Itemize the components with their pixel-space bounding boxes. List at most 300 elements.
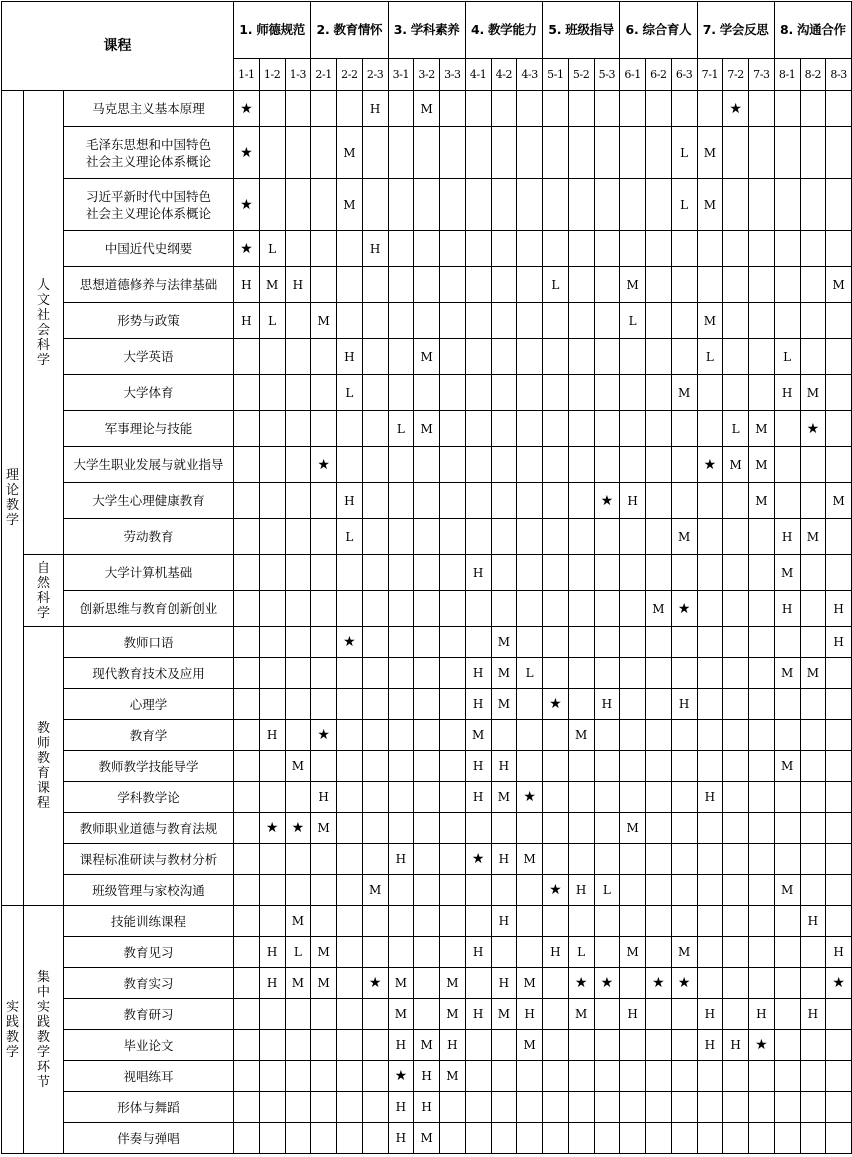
matrix-cell <box>774 937 800 968</box>
course-name <box>64 1061 234 1092</box>
matrix-cell <box>543 906 569 937</box>
matrix-cell <box>723 906 749 937</box>
course-name-line: 毕业论文 <box>123 1037 174 1053</box>
matrix-cell <box>671 1123 697 1154</box>
table-row <box>2 875 852 906</box>
matrix-cell <box>234 968 260 999</box>
matrix-cell <box>749 906 775 937</box>
course-name-line: 课程标准研读与教材分析 <box>79 851 218 867</box>
matrix-cell <box>465 1030 491 1061</box>
matrix-cell <box>646 483 672 519</box>
matrix-cell: L <box>568 937 594 968</box>
matrix-cell <box>491 339 517 375</box>
matrix-cell <box>723 875 749 906</box>
matrix-cell <box>517 303 543 339</box>
matrix-cell <box>594 999 620 1030</box>
matrix-cell <box>826 91 852 127</box>
course-name <box>64 1123 234 1154</box>
matrix-cell <box>311 1123 337 1154</box>
matrix-cell <box>311 844 337 875</box>
matrix-cell: L <box>620 303 646 339</box>
matrix-cell <box>414 555 440 591</box>
matrix-cell <box>568 447 594 483</box>
matrix-cell <box>259 483 285 519</box>
matrix-cell <box>749 231 775 267</box>
matrix-cell <box>543 1123 569 1154</box>
course-name-line: 现代教育技术及应用 <box>92 665 205 681</box>
matrix-cell <box>594 447 620 483</box>
matrix-cell <box>311 875 337 906</box>
matrix-cell <box>646 91 672 127</box>
matrix-cell <box>285 1123 311 1154</box>
matrix-cell <box>491 1123 517 1154</box>
matrix-cell <box>259 1030 285 1061</box>
matrix-cell <box>594 267 620 303</box>
matrix-cell <box>594 179 620 231</box>
matrix-cell <box>620 375 646 411</box>
subsection-label-text: 自然科学 <box>36 560 50 621</box>
course-name-line: 伴奏与弹唱 <box>117 1130 180 1146</box>
matrix-cell <box>440 447 466 483</box>
table-row <box>2 91 852 127</box>
course-name <box>64 658 234 689</box>
matrix-cell <box>285 1061 311 1092</box>
matrix-cell: ★ <box>259 813 285 844</box>
course-name <box>64 91 234 127</box>
matrix-cell <box>440 813 466 844</box>
matrix-cell: M <box>774 751 800 782</box>
competency-sub-header: 1-3 <box>285 59 311 91</box>
matrix-cell <box>388 906 414 937</box>
matrix-cell <box>440 231 466 267</box>
matrix-cell: H <box>388 1030 414 1061</box>
matrix-cell: H <box>749 999 775 1030</box>
course-name <box>64 906 234 937</box>
course-name-line: 心理学 <box>129 696 168 712</box>
table-row <box>2 999 852 1030</box>
table-row <box>2 555 852 591</box>
matrix-cell <box>774 968 800 999</box>
matrix-cell <box>337 267 363 303</box>
course-name <box>64 999 234 1030</box>
matrix-cell <box>646 1030 672 1061</box>
matrix-cell <box>465 519 491 555</box>
matrix-cell <box>749 591 775 627</box>
matrix-cell <box>285 303 311 339</box>
matrix-cell: H <box>723 1030 749 1061</box>
matrix-cell <box>440 127 466 179</box>
matrix-cell <box>749 1061 775 1092</box>
matrix-cell <box>440 720 466 751</box>
matrix-cell <box>749 1123 775 1154</box>
matrix-cell <box>362 1123 388 1154</box>
matrix-cell <box>517 411 543 447</box>
matrix-cell <box>671 999 697 1030</box>
matrix-cell <box>234 999 260 1030</box>
matrix-cell: M <box>414 411 440 447</box>
matrix-cell <box>749 937 775 968</box>
matrix-cell <box>337 968 363 999</box>
course-name <box>64 231 234 267</box>
matrix-cell <box>362 339 388 375</box>
matrix-cell: ★ <box>749 1030 775 1061</box>
matrix-cell: M <box>285 968 311 999</box>
matrix-cell <box>697 411 723 447</box>
competency-sub-header: 5-1 <box>543 59 569 91</box>
matrix-cell <box>337 91 363 127</box>
matrix-cell <box>697 689 723 720</box>
matrix-cell <box>749 751 775 782</box>
matrix-cell <box>311 483 337 519</box>
course-name <box>64 751 234 782</box>
matrix-cell <box>800 627 826 658</box>
matrix-cell <box>568 339 594 375</box>
matrix-cell <box>620 447 646 483</box>
matrix-cell <box>774 1030 800 1061</box>
matrix-cell <box>543 720 569 751</box>
matrix-cell: H <box>259 937 285 968</box>
matrix-cell <box>646 689 672 720</box>
matrix-cell: M <box>491 999 517 1030</box>
matrix-cell: ★ <box>646 968 672 999</box>
matrix-cell: H <box>774 519 800 555</box>
matrix-cell <box>826 1030 852 1061</box>
matrix-cell <box>285 447 311 483</box>
matrix-cell: M <box>774 658 800 689</box>
matrix-cell <box>800 813 826 844</box>
matrix-cell: M <box>800 519 826 555</box>
matrix-cell <box>543 231 569 267</box>
matrix-cell <box>311 689 337 720</box>
matrix-cell <box>440 555 466 591</box>
matrix-cell <box>337 1061 363 1092</box>
matrix-cell <box>234 875 260 906</box>
matrix-cell <box>568 179 594 231</box>
matrix-cell: M <box>440 999 466 1030</box>
matrix-cell <box>646 303 672 339</box>
matrix-cell <box>800 127 826 179</box>
matrix-cell: M <box>285 906 311 937</box>
matrix-cell <box>568 519 594 555</box>
competency-group-header: 1. 师德规范 <box>234 2 311 59</box>
matrix-cell <box>723 1092 749 1123</box>
course-name-line: 大学生职业发展与就业指导 <box>73 457 224 472</box>
matrix-cell <box>594 751 620 782</box>
matrix-cell <box>774 627 800 658</box>
matrix-cell: H <box>388 1123 414 1154</box>
matrix-cell <box>259 179 285 231</box>
matrix-cell <box>440 689 466 720</box>
matrix-cell: ★ <box>234 127 260 179</box>
matrix-cell <box>337 689 363 720</box>
matrix-cell <box>337 844 363 875</box>
matrix-cell <box>774 720 800 751</box>
matrix-cell <box>723 375 749 411</box>
matrix-cell <box>723 339 749 375</box>
course-name-line: 技能训练课程 <box>111 913 187 929</box>
matrix-cell: ★ <box>517 782 543 813</box>
matrix-cell <box>388 555 414 591</box>
matrix-cell <box>568 1123 594 1154</box>
matrix-cell <box>491 813 517 844</box>
matrix-cell: M <box>749 483 775 519</box>
matrix-cell <box>362 813 388 844</box>
matrix-cell <box>774 179 800 231</box>
matrix-cell <box>594 844 620 875</box>
matrix-cell <box>414 813 440 844</box>
table-row <box>2 813 852 844</box>
matrix-cell <box>749 875 775 906</box>
table-row <box>2 267 852 303</box>
competency-sub-header: 6-3 <box>671 59 697 91</box>
matrix-cell <box>259 782 285 813</box>
matrix-cell: H <box>826 591 852 627</box>
matrix-cell: M <box>440 1061 466 1092</box>
matrix-cell <box>465 906 491 937</box>
matrix-cell <box>234 627 260 658</box>
matrix-cell <box>362 267 388 303</box>
matrix-cell: H <box>697 999 723 1030</box>
matrix-cell <box>362 555 388 591</box>
subsection-label <box>24 906 64 1154</box>
subsection-label-text: 人文社会科学 <box>36 277 50 368</box>
matrix-cell <box>774 782 800 813</box>
matrix-cell: ★ <box>826 968 852 999</box>
matrix-cell <box>646 127 672 179</box>
matrix-cell <box>800 1061 826 1092</box>
matrix-cell: H <box>465 937 491 968</box>
matrix-cell <box>646 627 672 658</box>
matrix-cell: H <box>491 968 517 999</box>
matrix-cell: ★ <box>671 968 697 999</box>
matrix-cell <box>723 689 749 720</box>
matrix-cell <box>414 483 440 519</box>
matrix-cell <box>517 267 543 303</box>
matrix-cell: M <box>800 375 826 411</box>
matrix-cell <box>697 267 723 303</box>
matrix-cell <box>697 1092 723 1123</box>
course-name <box>64 303 234 339</box>
matrix-cell <box>774 127 800 179</box>
competency-sub-header: 6-2 <box>646 59 672 91</box>
matrix-cell <box>826 447 852 483</box>
matrix-cell <box>362 591 388 627</box>
matrix-cell <box>362 447 388 483</box>
matrix-cell <box>491 937 517 968</box>
matrix-cell <box>543 483 569 519</box>
competency-group-header: 5. 班级指导 <box>543 2 620 59</box>
matrix-cell <box>594 906 620 937</box>
matrix-cell <box>414 844 440 875</box>
matrix-cell <box>414 447 440 483</box>
matrix-cell <box>800 179 826 231</box>
matrix-cell: M <box>517 1030 543 1061</box>
matrix-cell <box>671 813 697 844</box>
matrix-cell <box>311 411 337 447</box>
matrix-cell <box>749 813 775 844</box>
matrix-cell: ★ <box>671 591 697 627</box>
course-name-line: 教师职业道德与教育法规 <box>79 820 218 836</box>
matrix-cell <box>671 1092 697 1123</box>
matrix-cell: ★ <box>723 91 749 127</box>
matrix-cell <box>697 375 723 411</box>
matrix-cell <box>543 91 569 127</box>
matrix-cell <box>465 91 491 127</box>
matrix-cell: L <box>543 267 569 303</box>
matrix-cell <box>620 782 646 813</box>
matrix-cell <box>594 339 620 375</box>
matrix-cell <box>285 782 311 813</box>
matrix-cell <box>671 447 697 483</box>
section-label-text: 实践教学 <box>5 999 19 1060</box>
matrix-cell <box>517 906 543 937</box>
competency-sub-header: 1-2 <box>259 59 285 91</box>
matrix-cell <box>671 658 697 689</box>
competency-sub-header: 2-2 <box>337 59 363 91</box>
matrix-cell <box>800 1092 826 1123</box>
subsection-label <box>24 91 64 555</box>
matrix-cell <box>465 179 491 231</box>
matrix-cell <box>285 179 311 231</box>
course-name <box>64 555 234 591</box>
matrix-cell <box>234 751 260 782</box>
matrix-cell <box>234 483 260 519</box>
matrix-cell <box>440 1123 466 1154</box>
matrix-cell: H <box>440 1030 466 1061</box>
matrix-cell <box>491 303 517 339</box>
matrix-cell: ★ <box>568 968 594 999</box>
matrix-cell <box>568 555 594 591</box>
table-row <box>2 303 852 339</box>
matrix-cell <box>620 179 646 231</box>
course-name-line: 马克思主义基本原理 <box>92 101 205 116</box>
matrix-cell <box>337 782 363 813</box>
matrix-cell <box>543 999 569 1030</box>
matrix-cell <box>774 999 800 1030</box>
matrix-cell <box>749 303 775 339</box>
matrix-cell <box>440 875 466 906</box>
matrix-cell <box>517 1061 543 1092</box>
matrix-cell: L <box>337 375 363 411</box>
matrix-cell: H <box>388 1092 414 1123</box>
matrix-cell <box>568 782 594 813</box>
matrix-cell <box>234 519 260 555</box>
matrix-cell <box>491 411 517 447</box>
matrix-cell <box>594 127 620 179</box>
matrix-cell <box>749 968 775 999</box>
matrix-cell <box>774 447 800 483</box>
matrix-cell: M <box>697 127 723 179</box>
matrix-cell: H <box>234 303 260 339</box>
matrix-cell <box>362 127 388 179</box>
matrix-cell <box>285 875 311 906</box>
matrix-cell: M <box>285 751 311 782</box>
matrix-cell <box>826 813 852 844</box>
course-name <box>64 179 234 231</box>
matrix-cell <box>826 658 852 689</box>
course-name <box>64 1030 234 1061</box>
matrix-cell: M <box>826 483 852 519</box>
matrix-cell <box>568 483 594 519</box>
matrix-cell <box>826 782 852 813</box>
matrix-cell <box>259 411 285 447</box>
matrix-cell <box>440 91 466 127</box>
matrix-cell <box>697 751 723 782</box>
matrix-cell: H <box>697 782 723 813</box>
matrix-cell <box>594 591 620 627</box>
matrix-cell <box>620 1061 646 1092</box>
matrix-cell <box>646 999 672 1030</box>
matrix-cell: M <box>337 127 363 179</box>
matrix-cell <box>285 127 311 179</box>
matrix-cell <box>337 658 363 689</box>
matrix-cell <box>620 1092 646 1123</box>
matrix-cell <box>285 91 311 127</box>
matrix-cell <box>749 689 775 720</box>
table-row <box>2 179 852 231</box>
matrix-cell <box>723 813 749 844</box>
matrix-cell <box>646 906 672 937</box>
course-name-line: 教育研习 <box>123 1006 174 1022</box>
matrix-cell <box>388 689 414 720</box>
curriculum-matrix-table <box>1 1 852 1154</box>
matrix-cell: H <box>311 782 337 813</box>
matrix-cell <box>517 519 543 555</box>
matrix-cell <box>568 844 594 875</box>
matrix-cell <box>594 303 620 339</box>
matrix-cell <box>800 483 826 519</box>
matrix-cell <box>259 1123 285 1154</box>
matrix-cell <box>285 720 311 751</box>
matrix-cell <box>414 267 440 303</box>
matrix-cell <box>543 127 569 179</box>
matrix-cell: M <box>465 720 491 751</box>
course-name <box>64 447 234 483</box>
matrix-cell <box>800 303 826 339</box>
matrix-cell: H <box>568 875 594 906</box>
matrix-cell: ★ <box>337 627 363 658</box>
matrix-cell <box>491 179 517 231</box>
course-name-line: 毛泽东思想和中国特色 <box>86 136 212 152</box>
matrix-cell <box>646 411 672 447</box>
competency-sub-header: 7-3 <box>749 59 775 91</box>
matrix-cell <box>697 968 723 999</box>
matrix-cell <box>697 844 723 875</box>
matrix-cell <box>826 1092 852 1123</box>
subsection-label <box>24 555 64 627</box>
matrix-cell <box>362 483 388 519</box>
table-row <box>2 591 852 627</box>
matrix-cell: H <box>491 751 517 782</box>
table-row <box>2 1123 852 1154</box>
matrix-cell <box>697 720 723 751</box>
matrix-cell <box>337 999 363 1030</box>
matrix-cell <box>465 483 491 519</box>
competency-group-header: 6. 综合育人 <box>620 2 697 59</box>
matrix-cell: M <box>671 375 697 411</box>
matrix-cell <box>311 375 337 411</box>
matrix-cell: M <box>723 447 749 483</box>
matrix-cell <box>543 1092 569 1123</box>
matrix-cell <box>671 483 697 519</box>
matrix-cell: H <box>826 937 852 968</box>
matrix-cell <box>620 968 646 999</box>
competency-sub-header: 8-1 <box>774 59 800 91</box>
matrix-cell <box>285 689 311 720</box>
matrix-cell <box>414 127 440 179</box>
matrix-cell <box>414 782 440 813</box>
matrix-cell: M <box>311 937 337 968</box>
